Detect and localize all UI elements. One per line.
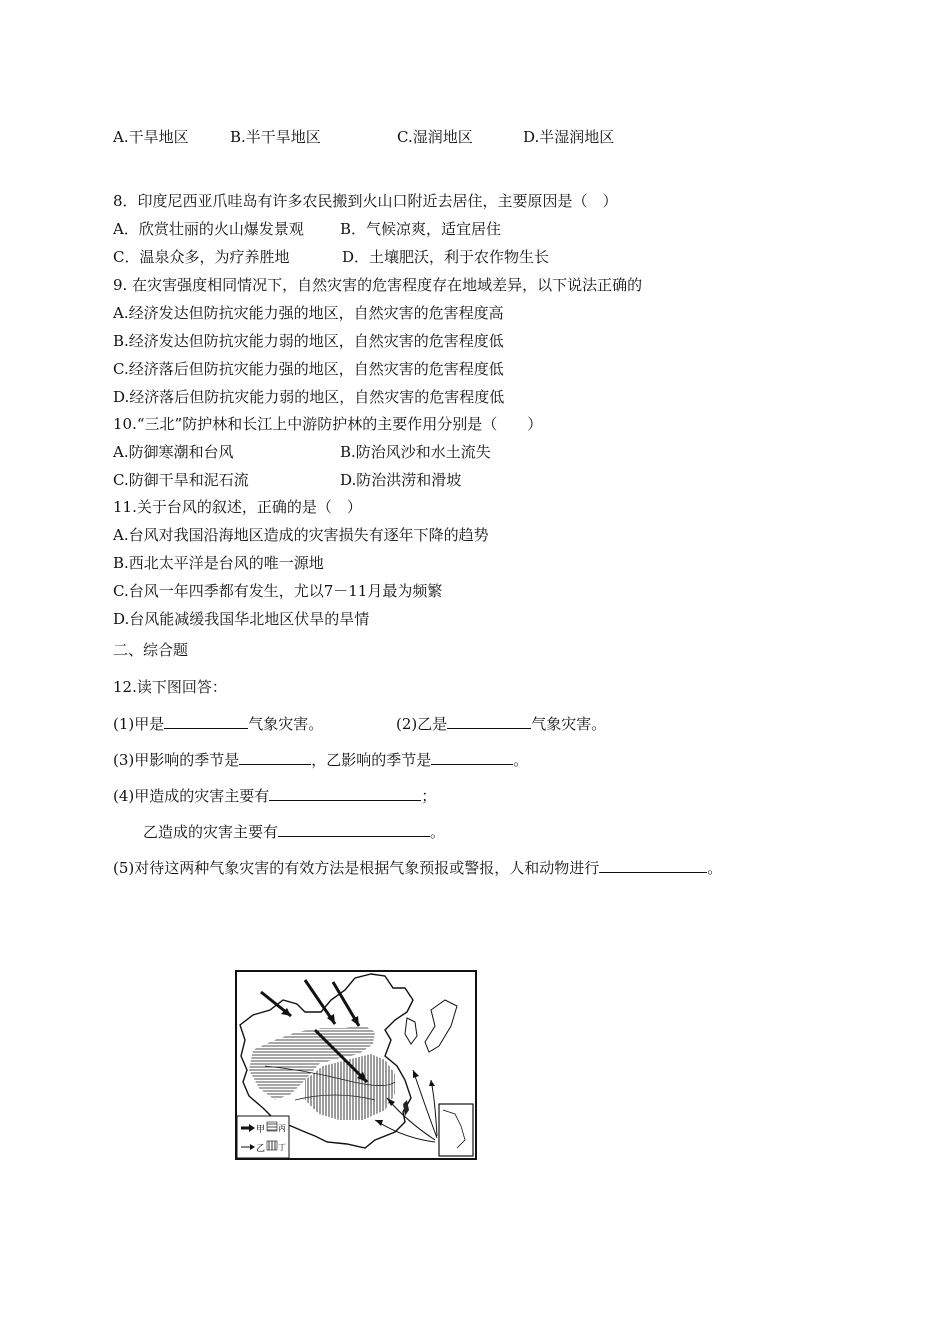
answer-blank-2[interactable] <box>447 713 531 729</box>
q12-part5-prefix: (5)对待这两种气象灾害的有效方法是根据气象预报或警报，人和动物进行 <box>113 859 600 877</box>
q12-part2 <box>396 713 606 734</box>
q12-part3-prefix: (3)甲影响的季节是 <box>113 751 240 769</box>
legend-yi: 乙 <box>256 1144 266 1154</box>
q8-option-c: C．温泉众多，为疗养胜地 <box>113 248 290 266</box>
q12-part3-suffix: 。 <box>513 751 529 769</box>
q12-part2-suffix: 气象灾害。 <box>531 715 607 733</box>
q12-part3-middle: ，乙影响的季节是 <box>311 751 432 769</box>
q12-part4-end: 。 <box>430 823 446 841</box>
q8-option-d: D．土壤肥沃，利于农作物生长 <box>342 248 550 266</box>
q11-option-c: C.台风一年四季都有发生，尤以7－11月最为频繁 <box>113 582 443 600</box>
q12-part5-suffix: 。 <box>707 859 723 877</box>
map-legend <box>237 1116 289 1158</box>
q9-option-c: C.经济落后但防抗灾能力强的地区，自然灾害的危害程度低 <box>113 360 504 378</box>
q9-option-d: D.经济落后但防抗灾能力弱的地区，自然灾害的危害程度低 <box>113 388 505 406</box>
q10-option-a: A.防御寒潮和台风 <box>113 443 234 461</box>
q9-option-b: B.经济发达但防抗灾能力弱的地区，自然灾害的危害程度低 <box>113 332 504 350</box>
q12-part4-jia <box>113 785 436 806</box>
q12-part4-prefix: (4)甲造成的灾害主要有 <box>113 787 270 805</box>
q10-option-d: D.防治洪涝和滑坡 <box>340 471 462 489</box>
q10-stem: 10.“三北”防护林和长江上中游防护林的主要作用分别是（ ） <box>113 415 543 433</box>
q12-part2-prefix: (2)乙是 <box>396 715 448 733</box>
q11-option-b: B.西北太平洋是台风的唯一源地 <box>113 554 324 572</box>
q12-stem: 12.读下图回答： <box>113 678 227 696</box>
q9-option-a: A.经济发达但防抗灾能力强的地区，自然灾害的危害程度高 <box>113 304 504 322</box>
q12-part4-yi-prefix: 乙造成的灾害主要有 <box>143 823 279 841</box>
q8-stem: 8．印度尼西亚爪哇岛有许多农民搬到火山口附近去居住，主要原因是（ ） <box>113 192 618 210</box>
q9-stem: 9. 在灾害强度相同情况下，自然灾害的危害程度存在地域差异，以下说法正确的 <box>113 276 643 294</box>
q7-option-a: A.干旱地区 <box>113 128 189 146</box>
china-disaster-map <box>235 970 477 1160</box>
q12-part1-suffix: 气象灾害。 <box>248 715 324 733</box>
q12-part3 <box>113 749 528 770</box>
q12-part4-yi <box>143 821 445 842</box>
q12-part4-sep: ； <box>421 787 437 805</box>
q7-option-d: D.半湿润地区 <box>523 128 615 146</box>
answer-blank-4[interactable] <box>431 749 513 765</box>
answer-blank-7[interactable] <box>599 857 707 873</box>
legend-ding: 丁 <box>278 1143 286 1152</box>
answer-blank-3[interactable] <box>239 749 311 765</box>
q11-stem: 11.关于台风的叙述，正确的是（ ） <box>113 498 362 516</box>
q12-part1 <box>113 713 323 734</box>
q12-part1-prefix: (1)甲是 <box>113 715 165 733</box>
section-heading: 二、综合题 <box>113 641 189 659</box>
q8-option-b: B．气候凉爽，适宜居住 <box>340 220 502 238</box>
legend-jia: 甲 <box>256 1125 266 1135</box>
q11-option-d: D.台风能减缓我国华北地区伏旱的旱情 <box>113 610 370 628</box>
q7-option-b: B.半干旱地区 <box>230 128 321 146</box>
q12-part5 <box>113 857 722 878</box>
q11-option-a: A.台风对我国沿海地区造成的灾害损失有逐年下降的趋势 <box>113 526 489 544</box>
q7-option-c: C.湿润地区 <box>397 128 473 146</box>
legend-bing: 丙 <box>278 1124 286 1133</box>
answer-blank-5[interactable] <box>269 785 421 801</box>
q10-option-c: C.防御干旱和泥石流 <box>113 471 249 489</box>
answer-blank-6[interactable] <box>278 821 430 837</box>
q8-option-a: A．欣赏壮丽的火山爆发景观 <box>113 220 304 238</box>
q10-option-b: B.防治风沙和水土流失 <box>340 443 491 461</box>
answer-blank-1[interactable] <box>164 713 248 729</box>
south-china-sea-inset <box>439 1104 473 1156</box>
